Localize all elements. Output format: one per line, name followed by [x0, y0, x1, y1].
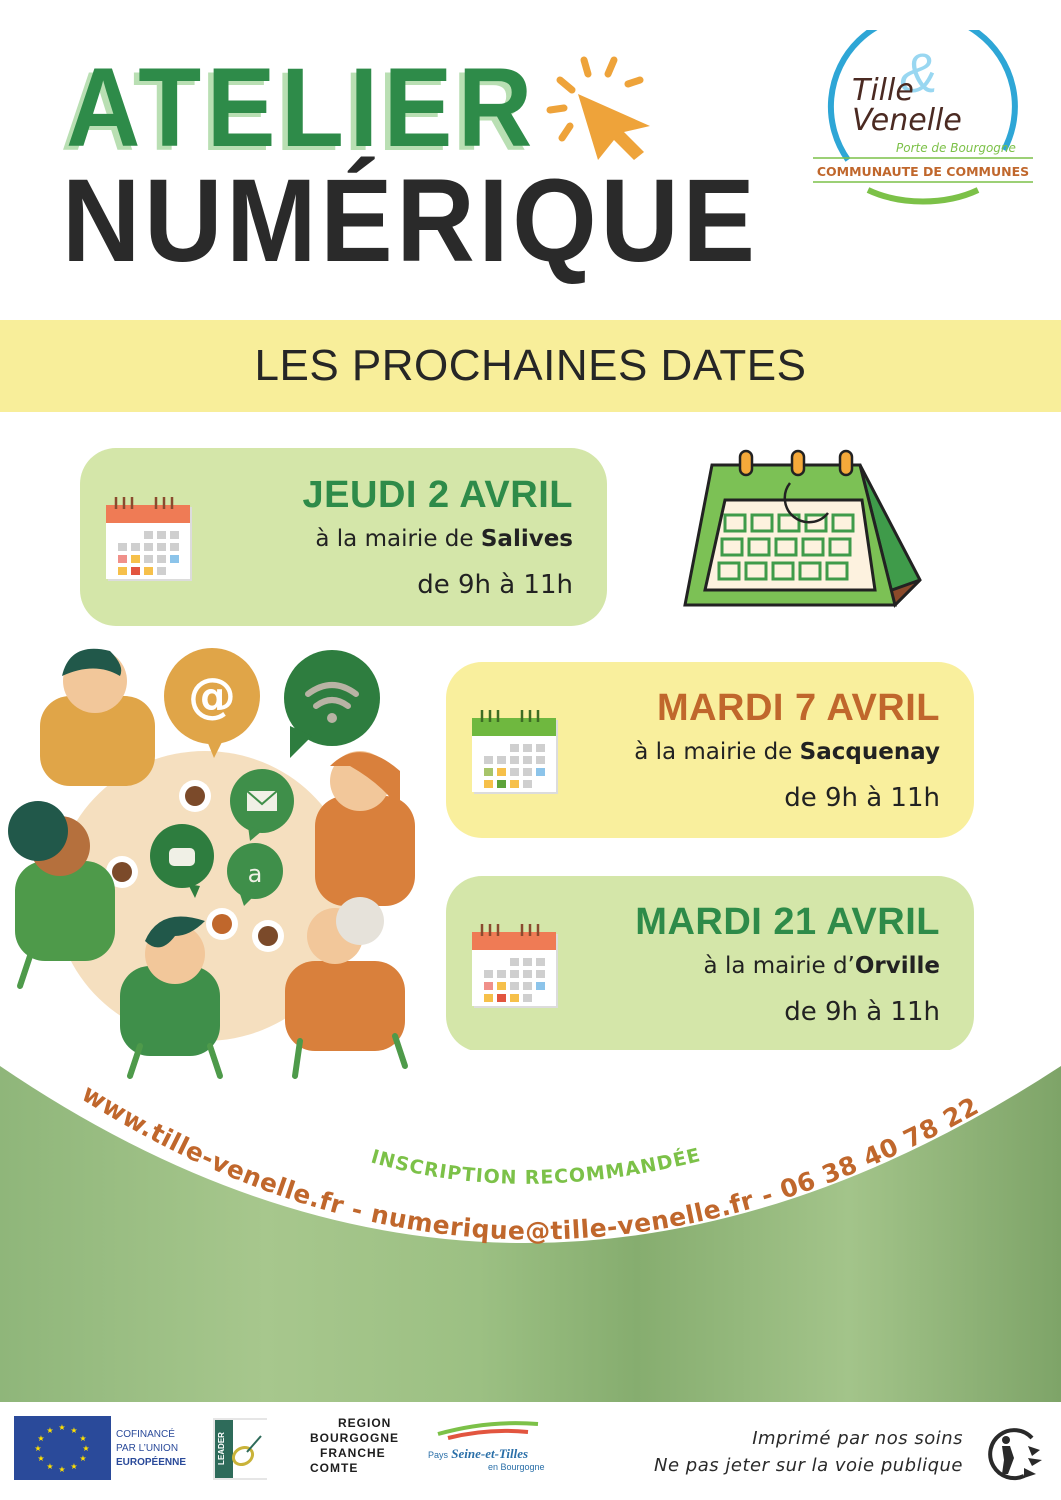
title-atelier: ATELIER [66, 45, 538, 170]
svg-text:★: ★ [70, 1462, 78, 1471]
svg-text:★: ★ [46, 1462, 54, 1471]
region-bfc-logo: REGION BOURGOGNE FRANCHE COMTE [310, 1416, 400, 1475]
session-date: MARDI 7 AVRIL [656, 687, 940, 730]
svg-text:Porte de Bourgogne: Porte de Bourgogne [896, 141, 1016, 155]
session-place: à la mairie d’Orville [703, 952, 940, 979]
print-notice: Imprimé par nos soins Ne pas jeter sur la voie publique [654, 1428, 963, 1476]
eu-cofinance-text: COFINANCÉ PAR L’UNION EUROPÉENNE [116, 1429, 187, 1468]
svg-text:★: ★ [58, 1423, 66, 1432]
calendar-icon [102, 491, 194, 583]
eu-stars-icon [14, 1416, 111, 1480]
svg-text:★: ★ [34, 1444, 42, 1453]
cursor-click-icon [540, 52, 660, 162]
session-place: à la mairie de Sacquenay [634, 738, 940, 765]
svg-text:★: ★ [70, 1426, 78, 1435]
session-time: de 9h à 11h [784, 996, 940, 1027]
session-card-sacquenay [446, 662, 974, 838]
pays-swoosh-icon [428, 1420, 548, 1442]
people-table-illustration [0, 636, 440, 1086]
title-numerique: NUMÉRIQUE [62, 155, 759, 287]
svg-text:★: ★ [37, 1434, 45, 1443]
pays-seine-et-tilles-logo: Pays Seine-et-Tilles en Bourgogne [428, 1420, 548, 1478]
svg-text:★: ★ [37, 1454, 45, 1463]
svg-text:a: a [247, 860, 263, 888]
banner-label: LES PROCHAINES DATES [254, 341, 807, 390]
svg-text:Venelle: Venelle [852, 103, 962, 138]
svg-text:&: & [900, 41, 938, 104]
svg-text:@: @ [188, 668, 236, 724]
contact-line: www.tille-venelle.fr - numerique@tille-venelle.fr - 06 38 40 78 22 [76, 1078, 984, 1246]
session-card-salives [80, 448, 607, 626]
session-time: de 9h à 11h [417, 569, 573, 600]
desk-calendar-illustration [680, 445, 930, 615]
calendar-icon [468, 704, 560, 796]
upcoming-dates-banner [0, 320, 1061, 412]
svg-text:★: ★ [79, 1454, 87, 1463]
svg-text:★: ★ [82, 1444, 90, 1453]
session-date: MARDI 21 AVRIL [635, 901, 940, 944]
svg-text:★: ★ [79, 1434, 87, 1443]
session-card-orville [446, 876, 974, 1052]
contact-arc [0, 1050, 1061, 1300]
session-time: de 9h à 11h [784, 782, 940, 813]
svg-text:COMMUNAUTE DE COMMUNES: COMMUNAUTE DE COMMUNES [816, 164, 1030, 179]
person-right [315, 751, 415, 906]
calendar-icon [468, 918, 560, 1010]
svg-text:Tille: Tille [852, 73, 914, 108]
tille-venelle-logo [808, 30, 1038, 220]
registration-label: INSCRIPTION RECOMMANDÉE [368, 1144, 704, 1189]
session-date: JEUDI 2 AVRIL [302, 474, 573, 517]
person-top-left [40, 649, 155, 786]
svg-text:★: ★ [46, 1426, 54, 1435]
leader-plant-icon [229, 1426, 265, 1474]
eu-logo [14, 1416, 111, 1480]
session-place: à la mairie de Salives [315, 525, 573, 552]
triman-recycle-icon [984, 1424, 1044, 1484]
svg-text:★: ★ [58, 1465, 66, 1474]
leader-logo: LEADER [213, 1418, 267, 1480]
